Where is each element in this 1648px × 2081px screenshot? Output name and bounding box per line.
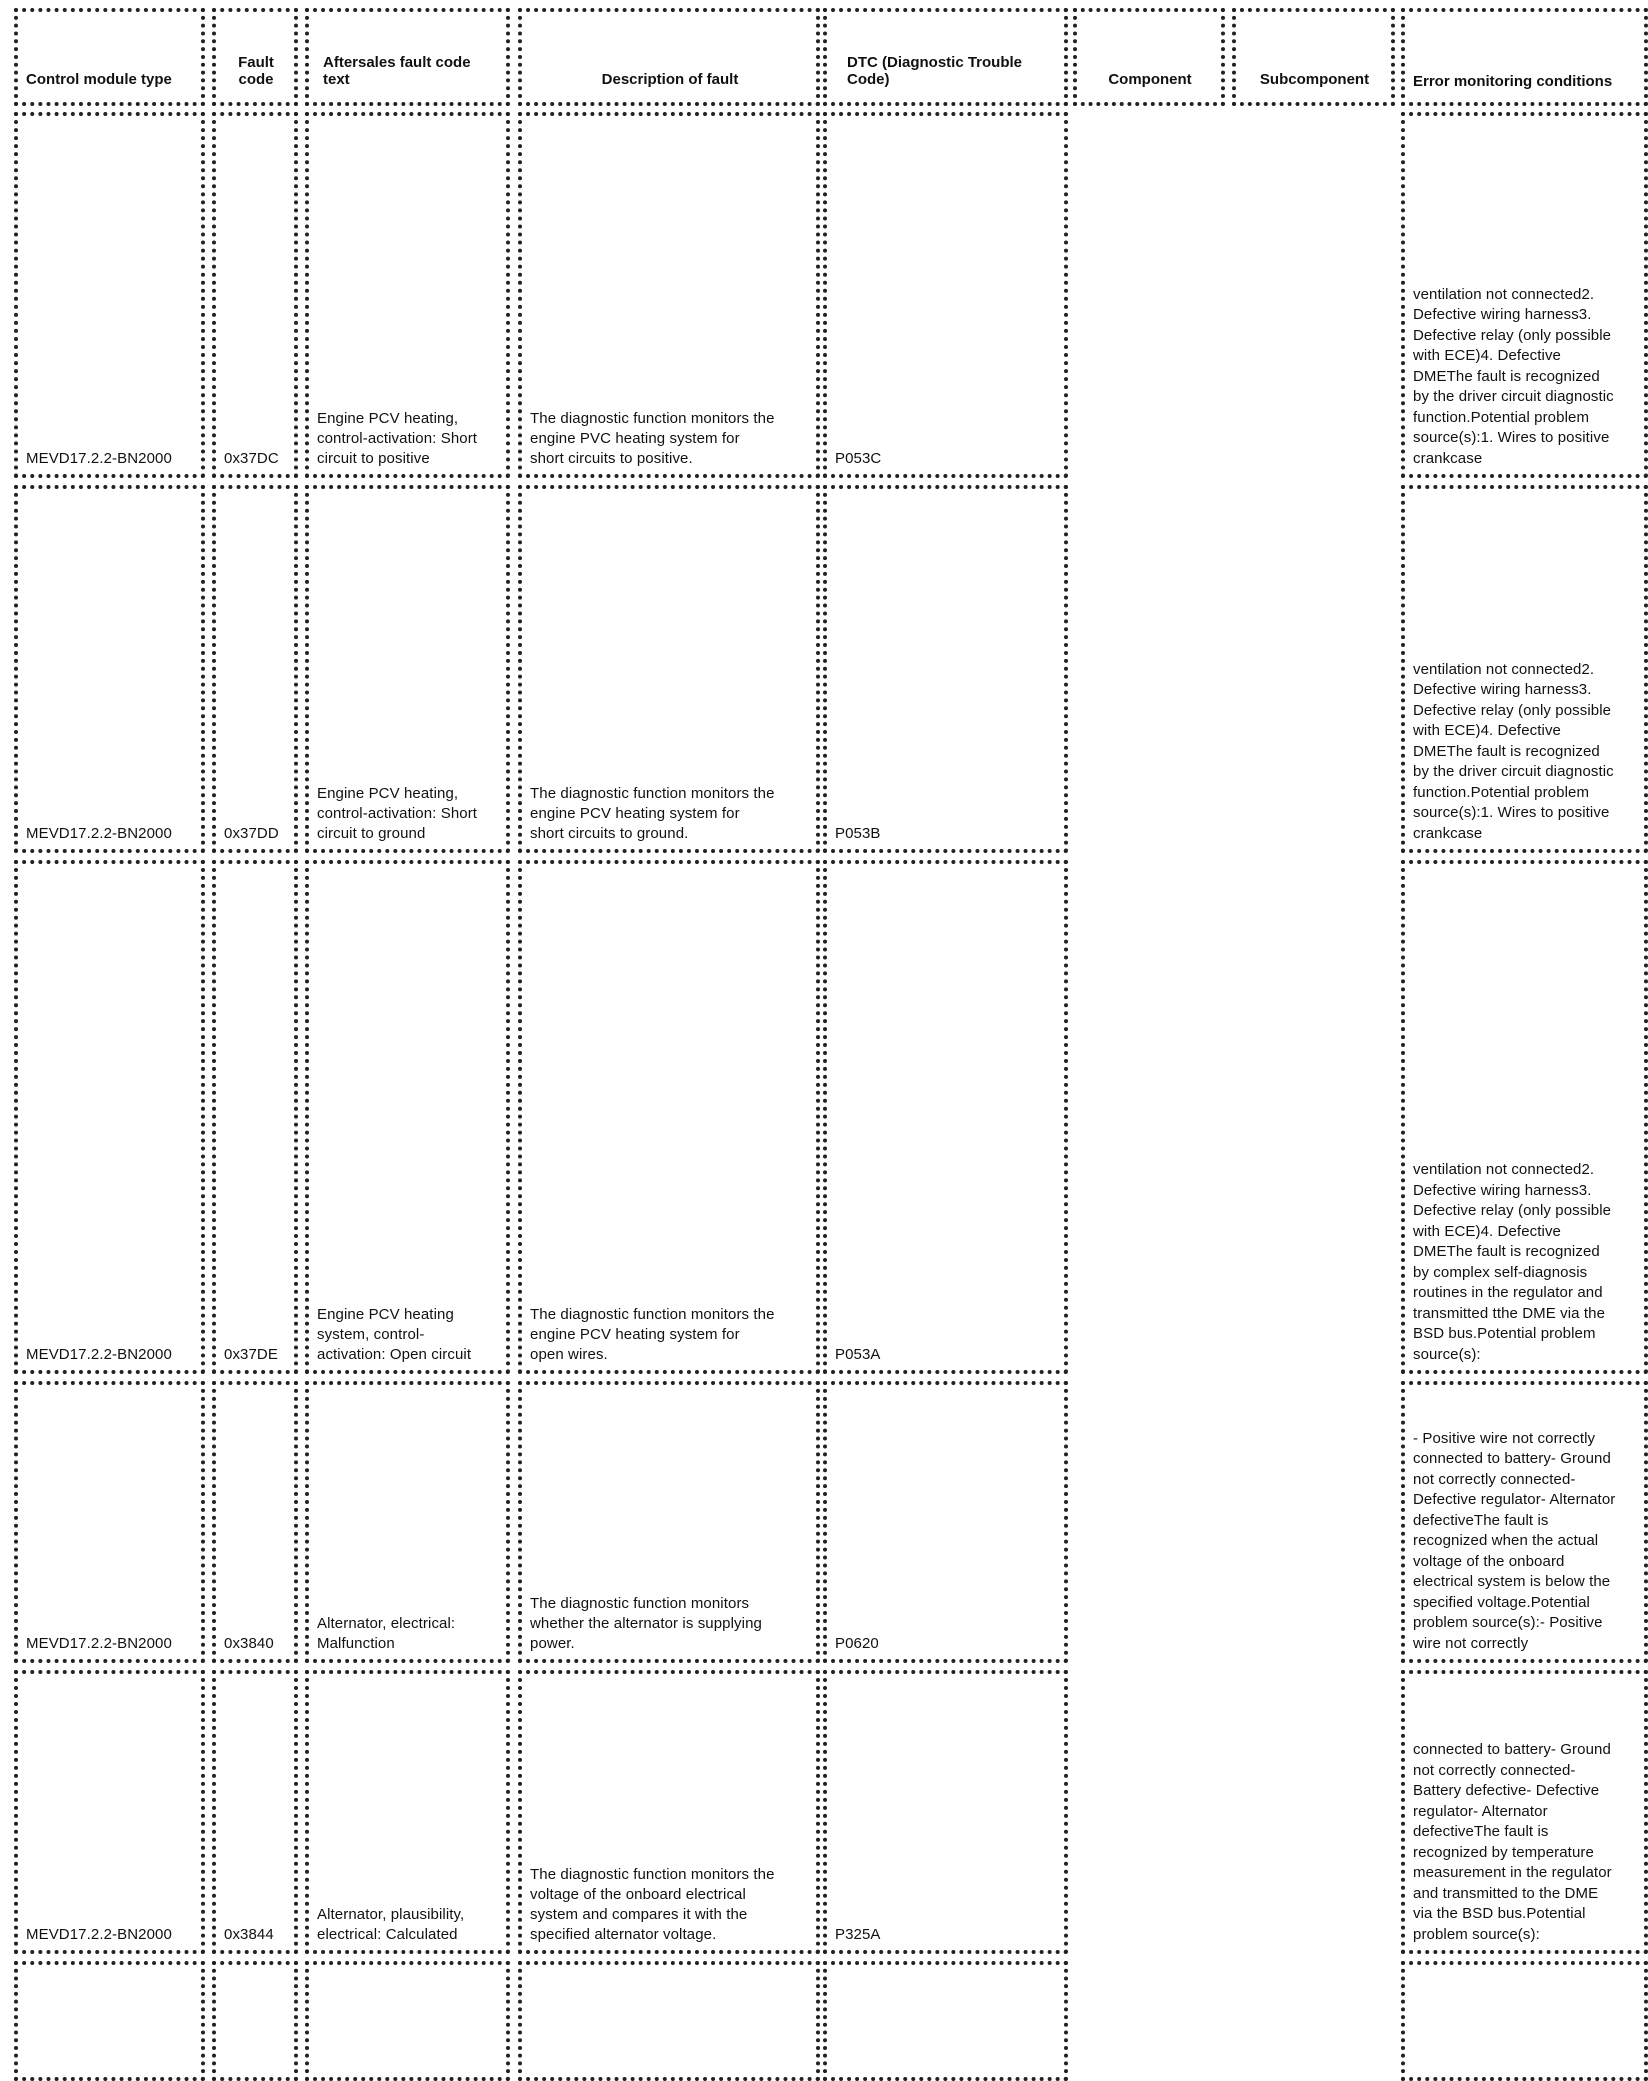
conditions-cell xyxy=(1401,1381,1648,1663)
dtc-cell xyxy=(823,112,1068,478)
aftersales-cell xyxy=(305,1961,510,2081)
conditions-cell xyxy=(1401,485,1648,853)
module-cell-text: MEVD17.2.2-BN2000 xyxy=(26,1635,172,1652)
fault-code-cell-text: 0x37DE xyxy=(224,1346,278,1363)
module-cell xyxy=(14,860,205,1374)
dtc-cell xyxy=(823,860,1068,1374)
aftersales-cell-text: Engine PCV heating, control-activation: Short circuit to ground xyxy=(317,785,478,842)
dtc-cell-text: P0620 xyxy=(835,1635,879,1652)
description-cell-text: The diagnostic function monitors the engine PVC heating system for short circuits to positive. xyxy=(530,410,775,467)
dtc-cell-text: P053A xyxy=(835,1346,881,1363)
module-cell xyxy=(14,112,205,478)
fault-code-cell xyxy=(212,860,298,1374)
header-fault-code: Fault code xyxy=(212,8,298,106)
aftersales-cell xyxy=(305,1381,510,1663)
description-cell xyxy=(518,1670,820,1954)
description-cell xyxy=(518,860,820,1374)
dtc-cell xyxy=(823,1961,1068,2081)
header-control-module-type: Control module type xyxy=(14,8,205,106)
header-aftersales-text: Aftersales fault code text xyxy=(305,8,510,106)
aftersales-cell-text: Engine PCV heating system, control- activation: Open circuit xyxy=(317,1306,472,1363)
module-cell-text: MEVD17.2.2-BN2000 xyxy=(26,1346,172,1363)
header-component: Component xyxy=(1073,8,1225,106)
conditions-cell-text: ventilation not connected2. Defective wiring harness3. Defective relay (only possible with ECE)4. Defective DMEThe fault is recognized by the driver circuit diagnostic function.Potential problem source(s):1. Wires to positive crankcase xyxy=(1413,660,1614,842)
header-subcomponent: Subcomponent xyxy=(1232,8,1395,106)
module-cell xyxy=(14,1381,205,1663)
fault-code-cell-text: 0x3840 xyxy=(224,1635,274,1652)
fault-code-cell xyxy=(212,112,298,478)
header-error-monitoring-conditions: Error monitoring conditions xyxy=(1401,8,1648,106)
description-cell xyxy=(518,1381,820,1663)
description-cell-text: The diagnostic function monitors the engine PCV heating system for short circuits to ground. xyxy=(530,785,775,842)
aftersales-cell-text: Alternator, plausibility, electrical: Calculated xyxy=(317,1906,465,1943)
conditions-cell-text: - Positive wire not correctly connected to battery- Ground not correctly connected- Defective regulator- Alternator defectiveThe fault is recognized when the actual voltage of the onboard electrical system is below the specified voltage.Potential problem source(s):- Positive wire not correctly xyxy=(1413,1429,1616,1652)
module-cell-text: MEVD17.2.2-BN2000 xyxy=(26,825,172,842)
aftersales-cell xyxy=(305,485,510,853)
aftersales-cell xyxy=(305,1670,510,1954)
fault-code-cell-text: 0x3844 xyxy=(224,1926,274,1943)
conditions-cell xyxy=(1401,1961,1648,2081)
description-cell-text: The diagnostic function monitors whether the alternator is supplying power. xyxy=(530,1595,762,1652)
conditions-cell-text: ventilation not connected2. Defective wiring harness3. Defective relay (only possible with ECE)4. Defective DMEThe fault is recognized by the driver circuit diagnostic function.Potential problem source(s):1. Wires to positive crankcase xyxy=(1413,285,1614,467)
module-cell-text: MEVD17.2.2-BN2000 xyxy=(26,450,172,467)
fault-code-cell xyxy=(212,1381,298,1663)
aftersales-cell xyxy=(305,860,510,1374)
aftersales-cell xyxy=(305,112,510,478)
aftersales-cell-text: Alternator, electrical: Malfunction xyxy=(317,1615,456,1652)
description-cell-text: The diagnostic function monitors the engine PCV heating system for open wires. xyxy=(530,1306,775,1363)
conditions-cell xyxy=(1401,1670,1648,1954)
conditions-cell-text: connected to battery- Ground not correctly connected- Battery defective- Defective regulator- Alternator defectiveThe fault is recognized by temperature measurement in the regulator and transmitted to the DME via the BSD bus.Potential problem source(s): xyxy=(1413,1741,1612,1943)
fault-code-cell xyxy=(212,1670,298,1954)
dtc-cell-text: P053C xyxy=(835,450,882,467)
fault-code-cell xyxy=(212,1961,298,2081)
conditions-cell-text: ventilation not connected2. Defective wiring harness3. Defective relay (only possible with ECE)4. Defective DMEThe fault is recognized by complex self-diagnosis routines in the regulator and transmitted tthe DME via the BSD bus.Potential problem source(s): xyxy=(1413,1161,1612,1363)
fault-code-cell xyxy=(212,485,298,853)
aftersales-cell-text: Engine PCV heating, control-activation: Short circuit to positive xyxy=(317,410,478,467)
dtc-cell-text: P325A xyxy=(835,1926,881,1943)
conditions-cell xyxy=(1401,860,1648,1374)
fault-code-cell-text: 0x37DD xyxy=(224,825,279,842)
description-cell xyxy=(518,485,820,853)
module-cell xyxy=(14,1670,205,1954)
dtc-cell xyxy=(823,1670,1068,1954)
dtc-cell xyxy=(823,485,1068,853)
dtc-cell-text: P053B xyxy=(835,825,881,842)
fault-code-cell-text: 0x37DC xyxy=(224,450,279,467)
description-cell-text: The diagnostic function monitors the voltage of the onboard electrical system and compares it with the specified alternator voltage. xyxy=(530,1866,775,1943)
description-cell xyxy=(518,112,820,478)
description-cell xyxy=(518,1961,820,2081)
module-cell xyxy=(14,1961,205,2081)
header-description: Description of fault xyxy=(518,8,820,106)
module-cell xyxy=(14,485,205,853)
header-dtc: DTC (Diagnostic Trouble Code) xyxy=(823,8,1068,106)
conditions-cell xyxy=(1401,112,1648,478)
module-cell-text: MEVD17.2.2-BN2000 xyxy=(26,1926,172,1943)
dtc-cell xyxy=(823,1381,1068,1663)
